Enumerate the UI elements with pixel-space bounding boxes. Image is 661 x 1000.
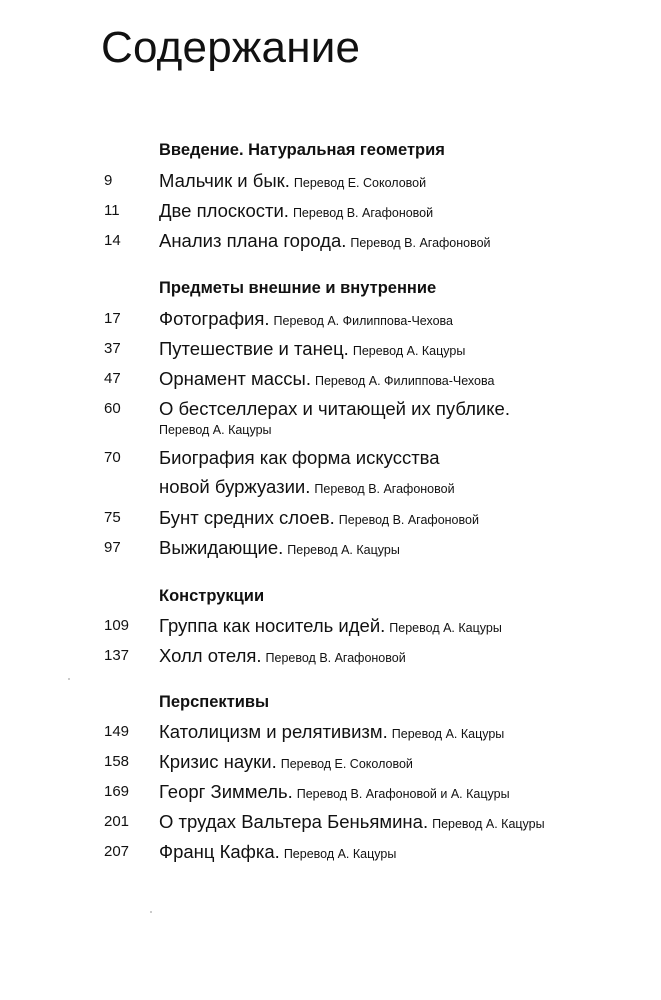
toc-entry <box>0 751 661 777</box>
translator: Перевод В. Агафоновой <box>338 513 479 527</box>
entry-title: Франц Кафка. <box>159 841 280 862</box>
toc-entry <box>0 368 661 394</box>
entry-title: О бестселлерах и читающей их публике. <box>159 398 510 419</box>
page-number: 97 <box>104 539 121 556</box>
page-number: 14 <box>104 232 121 249</box>
toc-entry <box>0 230 661 256</box>
page-number: 75 <box>104 509 121 526</box>
toc-entry <box>0 398 661 444</box>
page-number: 11 <box>104 202 120 219</box>
entry-line <box>159 368 494 392</box>
section-heading-objects: Предметы внешние и внутренние <box>159 279 437 297</box>
toc-entry <box>0 781 661 807</box>
translator: Перевод Е. Соколовой <box>280 757 413 771</box>
entry-title: О трудах Вальтера Беньямина. <box>159 811 429 832</box>
translator: Перевод В. Агафоновой <box>292 206 434 220</box>
entry-line <box>159 781 510 805</box>
toc-entry <box>0 200 661 226</box>
page-number: 17 <box>104 310 121 327</box>
translator: Перевод А. Кацуры <box>159 423 272 437</box>
translator: Перевод А. Кацуры <box>389 621 502 635</box>
entry-title: Холл отеля. <box>159 645 262 666</box>
toc-entry <box>0 537 661 563</box>
entry-title: Мальчик и бык. <box>159 170 290 191</box>
section-heading-introduction: Введение. Натуральная геометрия <box>159 141 445 159</box>
page-number: 149 <box>104 723 130 740</box>
entry-title: Католицизм и релятивизм. <box>159 721 388 742</box>
page-number: 60 <box>104 400 121 417</box>
entry-title-continued: новой буржуазии. <box>159 476 311 497</box>
page-number: 70 <box>104 449 121 466</box>
page-number: 158 <box>104 753 130 770</box>
page-number: 109 <box>104 617 130 634</box>
page-number: 169 <box>104 783 130 800</box>
entry-line <box>159 841 396 865</box>
toc-entry <box>0 447 661 499</box>
page-number: 207 <box>104 843 130 860</box>
entry-line <box>159 308 453 332</box>
translator: Перевод А. Кацуры <box>352 344 466 358</box>
entry-line <box>159 507 479 531</box>
translator: Перевод А. Кацуры <box>283 847 397 861</box>
translator: Перевод А. Кацуры <box>432 817 545 831</box>
page-number: 9 <box>104 172 113 189</box>
entry-title: Анализ плана города. <box>159 230 347 251</box>
entry-line <box>159 537 400 561</box>
entry-title: Фотография. <box>159 308 270 329</box>
entry-line <box>159 200 433 224</box>
entry-title: Орнамент массы. <box>159 368 311 389</box>
entry-title: Путешествие и танец. <box>159 338 349 359</box>
toc-entry <box>0 170 661 196</box>
section-heading-constructions: Конструкции <box>159 587 265 605</box>
entry-line <box>159 338 465 362</box>
entry-line <box>159 811 545 835</box>
toc-entry <box>0 507 661 533</box>
entry-line <box>159 615 502 639</box>
page-number: 47 <box>104 370 121 387</box>
scan-speck <box>150 911 152 913</box>
entry-title: Группа как носитель идей. <box>159 615 386 636</box>
translator: Перевод В. Агафоновой <box>265 651 406 665</box>
translator: Перевод Е. Соколовой <box>293 176 427 190</box>
page-number: 137 <box>104 647 130 664</box>
toc-entry <box>0 308 661 334</box>
toc-entry <box>0 841 661 867</box>
translator: Перевод В. Агафоновой и А. Кацуры <box>296 787 510 801</box>
scan-speck <box>68 678 70 680</box>
translator: Перевод В. Агафоновой <box>314 482 455 496</box>
entry-line-continued <box>159 419 272 441</box>
entry-line-continued <box>159 476 455 500</box>
entry-title: Бунт средних слоев. <box>159 507 335 528</box>
translator: Перевод А. Кацуры <box>391 727 505 741</box>
translator: Перевод В. Агафоновой <box>350 236 491 250</box>
entry-line <box>159 230 491 254</box>
page-title: Содержание <box>101 23 361 72</box>
translator: Перевод А. Филиппова-Чехова <box>314 374 495 388</box>
section-heading-perspectives: Перспективы <box>159 693 270 711</box>
entry-title: Кризис науки. <box>159 751 277 772</box>
page-number: 201 <box>104 813 130 830</box>
entry-line <box>159 170 426 194</box>
entry-line <box>159 645 406 669</box>
entry-title: Биография как форма искусства <box>159 447 440 468</box>
entry-title: Две плоскости. <box>159 200 289 221</box>
entry-line <box>159 751 413 775</box>
page-number: 37 <box>104 340 121 357</box>
translator: Перевод А. Филиппова-Чехова <box>273 314 454 328</box>
toc-entry <box>0 645 661 671</box>
entry-title: Георг Зиммель. <box>159 781 293 802</box>
entry-line <box>159 721 504 745</box>
entry-title: Выжидающие. <box>159 537 284 558</box>
entry-line <box>159 447 440 471</box>
toc-entry <box>0 615 661 641</box>
translator: Перевод А. Кацуры <box>287 543 400 557</box>
toc-entry <box>0 811 661 837</box>
toc-entry <box>0 721 661 747</box>
toc-entry <box>0 338 661 364</box>
